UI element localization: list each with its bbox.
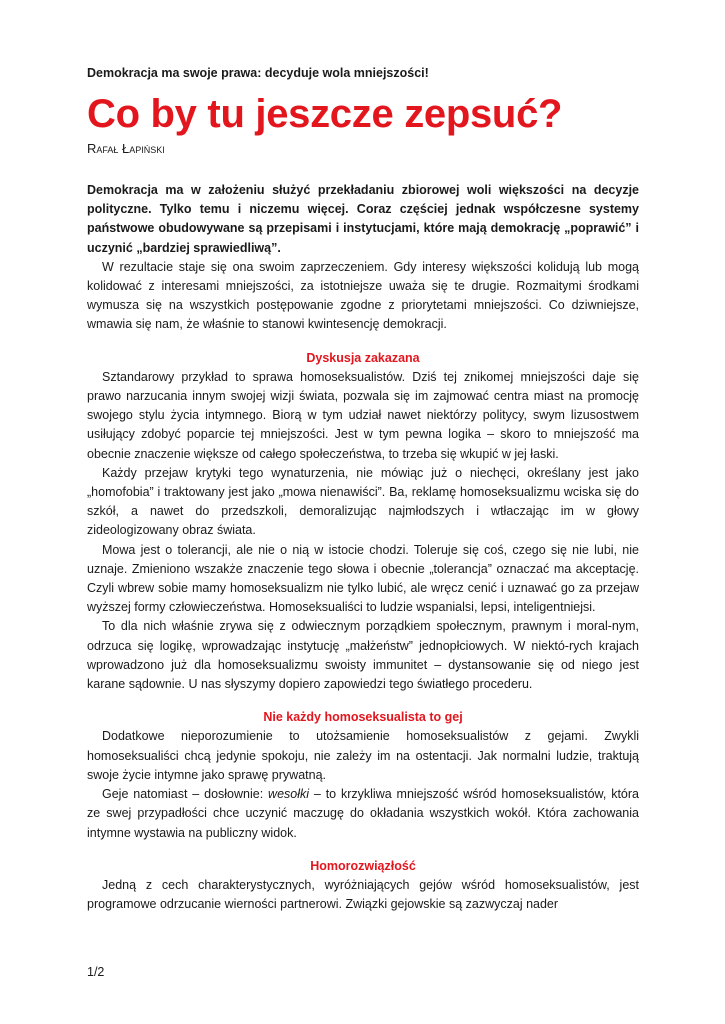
article (87, 64, 639, 914)
paragraph: Jedną z cech charakterystycznych, wyróżniających gejów wśród homoseksualistów, jest programowe odrzucanie wierności partnerowi. Związki gejowskie są zazwyczaj nader (87, 877, 639, 912)
author-byline: Rafał Łapiński (87, 141, 165, 156)
kicker: Demokracja ma swoje prawa: decyduje wola mniejszości! (87, 66, 429, 80)
paragraph: Sztandarowy przykład to sprawa homoseksualistów. Dziś tej znikomej mniejszości daje się prawo narzucania innym swojej wizji świata, pozwala się im zajmować centra miast na promocję swojego stylu życia intymnego. Biorą w tym udział nawet niektórzy politycy, swym lizusostwem usiłujący zdobyć poparcie tej mniejszości. Jest w tym pewna logika – skoro to mniejszość ma obecnie znaczenie większe od całego społeczeństwa, to trzeba się wkupić w jej łaski. (87, 369, 639, 461)
paragraph: Mowa jest o tolerancji, ale nie o nią w istocie chodzi. Toleruje się coś, czego się nie lubi, nie uznaje. Zmieniono wszakże znaczenie tego słowa i obecnie „tolerancja” oznaczać ma akceptację. Czyli wbrew sobie mamy homoseksualizm nie tylko lubić, ale wręcz cenić i uznawać go za przejaw wyższej formy człowieczeństwa. Homoseksualiści to ludzie wspanialsi, lepsi, inteligentniejsi. (87, 542, 639, 615)
article-title: Co by tu jeszcze zepsuć? (87, 92, 563, 136)
paragraph: Każdy przejaw krytyki tego wynaturzenia, nie mówiąc już o niechęci, określany jest jako „homofobia” i traktowany jest jako „mowa nienawiści”. Ba, reklamę homoseksualizmu wciska się do szkół, a nawet do przedszkoli, demoralizując najmłodszych i wtłaczając im w głowy zideologizowany obraz świata. (87, 465, 639, 538)
paragraph: To dla nich właśnie zrywa się z odwiecznym porządkiem społecznym, prawnym i moral-nym, odrzuca się logikę, wprowadzając instytucję „małżeństw” jednopłciowych. W niektó-rych krajach wprowadzono już dla homoseksualizmu swoisty immunitet – dystansowanie się od niego jest karane sądownie. U nas słyszymy dopiero zapowiedzi tego światłego procederu. (87, 619, 639, 692)
page-number: 1/2 (87, 965, 105, 979)
text-run: – to krzykliwa mniejszość wśród homoseksualistów, która ze swej przypadłości chce uczynić maczugę do okładania wszystkich wokół. Która zachowania intymne wystawia na publiczny widok. (87, 787, 639, 840)
text-run: Geje natomiast – dosłownie: (102, 787, 269, 802)
lead-paragraph: Demokracja ma w założeniu służyć przekładaniu zbiorowej woli większości na decyzje polityczne. Tylko temu i niczemu więcej. Coraz częściej jednak współczesne systemy państwowe obudowywane są przepisami i instytucjami, które mają demokrację „poprawić” i uczynić „bardziej sprawiedliwą”. (87, 183, 639, 255)
section-heading-dyskusja: Dyskusja zakazana (306, 350, 420, 365)
italic-term: wesołki (268, 787, 310, 802)
section-heading-nie-kazdy: Nie każdy homoseksualista to gej (263, 710, 463, 725)
paragraph: Dodatkowe nieporozumienie to utożsamienie homoseksualistów z gejami. Zwykli homoseksualiści chcą jedynie spokoju, nie zależy im na ostentacji. Jak normalni ludzie, traktują swoje życie intymne jako sprawę prywatną. (87, 729, 639, 782)
intro-paragraph: W rezultacie staje się ona swoim zaprzeczeniem. Gdy interesy większości kolidują lub mogą kolidować z interesami mniejszości, za istotniejsze uważa się te drugie. Rozmaitymi środkami wymusza się na wszystkich postępowanie zgodne z priorytetami mniejszości. Co dziwniejsze, wmawia się nam, że właśnie to stanowi kwintesencję demokracji. (87, 259, 639, 332)
section-heading-homorozwiazlosc: Homorozwiązłość (310, 858, 416, 873)
paragraph-geje (87, 785, 639, 843)
